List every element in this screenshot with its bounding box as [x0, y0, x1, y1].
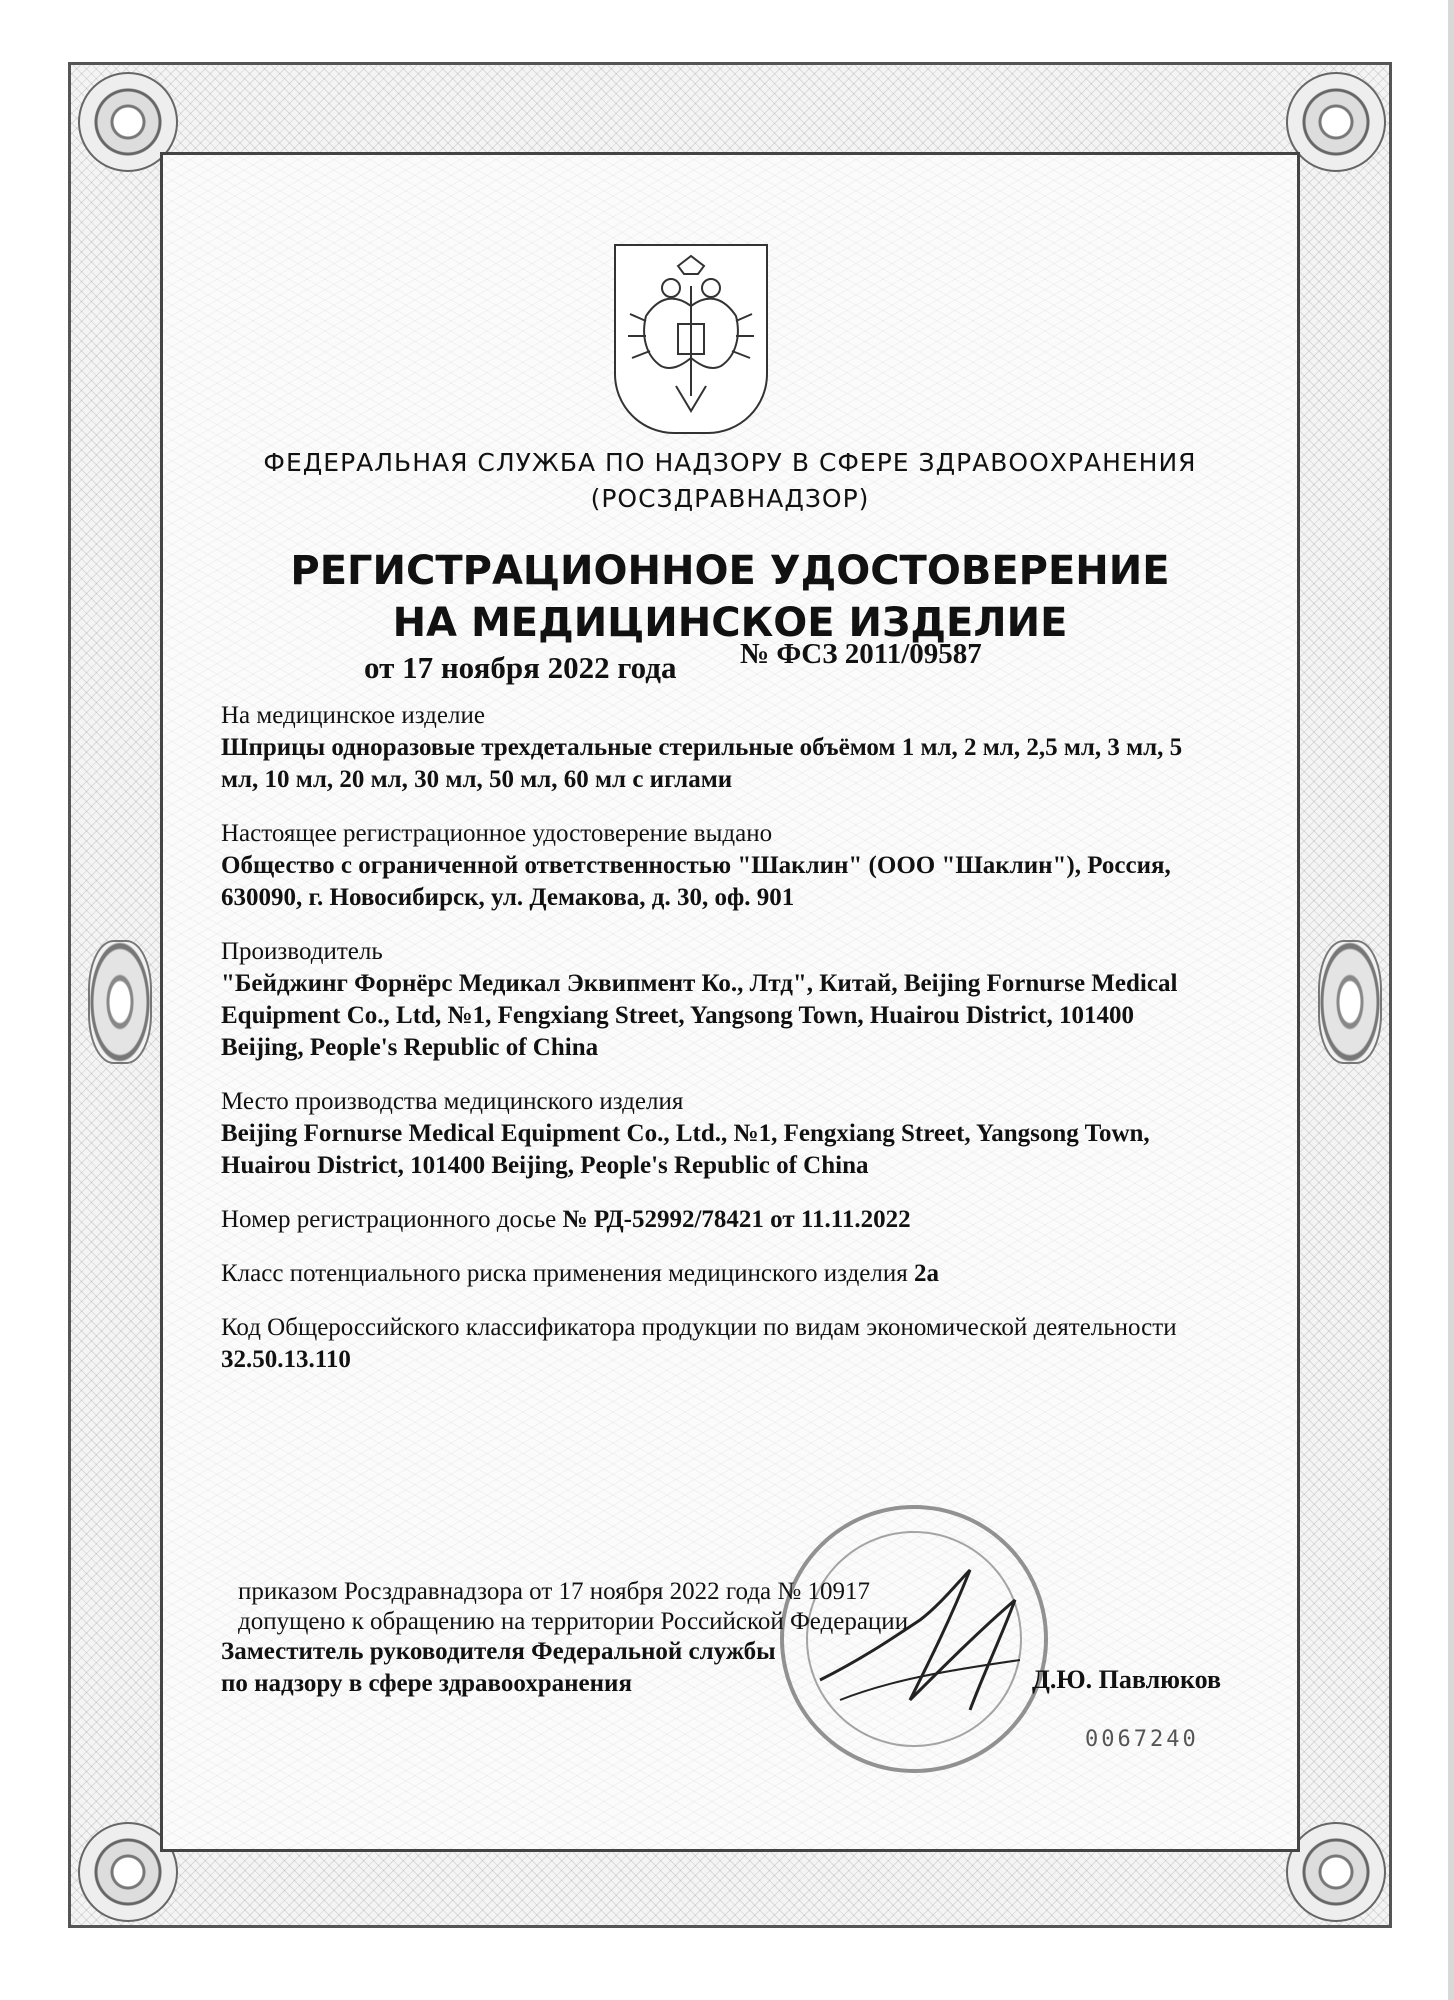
- okpd-label: Код Общероссийского классификатора продукции по видам экономической деятельности: [221, 1314, 1177, 1341]
- side-ornament-left: [88, 940, 152, 1064]
- holder-label: Настоящее регистрационное удостоверение выдано: [221, 820, 773, 847]
- corner-ornament-top-right: [1286, 72, 1386, 172]
- agency-name: ФЕДЕРАЛЬНАЯ СЛУЖБА ПО НАДЗОРУ В СФЕРЕ ЗДРАВООХРАНЕНИЯ: [263, 448, 1197, 477]
- corner-ornament-bottom-right: [1286, 1822, 1386, 1922]
- signatory-title-line-2: по надзору в сфере здравоохранения: [221, 1670, 632, 1697]
- risk-class-section: [221, 1258, 1221, 1290]
- agency-short-name: (РОСЗДРАВНАДЗОР): [590, 484, 870, 513]
- device-label: На медицинское изделие: [221, 702, 485, 729]
- production-site-section: [221, 1086, 1221, 1182]
- device-value: Шприцы одноразовые трехдетальные стерильные объёмом 1 мл, 2 мл, 2,5 мл, 3 мл, 5 мл, 10 мл, 20 мл, 30 мл, 50 мл, 60 мл с иглами: [221, 734, 1183, 793]
- dossier-value: № РД-52992/78421 от 11.11.2022: [562, 1206, 911, 1233]
- manufacturer-value: "Бейджинг Форнёрс Медикал Эквипмент Ко., Лтд", Китай, Beijing Fornurse Medical Equipment Co., Ltd, №1, Fengxiang Street, Yangsong Town, Huairou District, 101400 Beijing, People's Republic of China: [221, 970, 1178, 1061]
- production-site-label: Место производства медицинского изделия: [221, 1088, 684, 1115]
- agency-header: [180, 445, 1280, 517]
- document-title: [180, 545, 1280, 649]
- issue-date: от 17 ноября 2022 года: [364, 650, 677, 685]
- title-line-2: НА МЕДИЦИНСКОЕ ИЗДЕЛИЕ: [392, 600, 1068, 646]
- holder-value: Общество с ограниченной ответственностью "Шаклин" (ООО "Шаклин"), Россия, 630090, г. Новосибирск, ул. Демакова, д. 30, оф. 901: [221, 852, 1171, 911]
- signer-name: Д.Ю. Павлюков: [1032, 1665, 1222, 1694]
- risk-class-value: 2а: [914, 1260, 939, 1287]
- dossier-label: Номер регистрационного досье: [221, 1206, 557, 1233]
- coat-of-arms-emblem: [614, 244, 768, 434]
- production-site-value: Beijing Fornurse Medical Equipment Co., Ltd., №1, Fengxiang Street, Yangsong Town, Huairou District, 101400 Beijing, People's Republic of China: [221, 1120, 1150, 1179]
- order-line-2: допущено к обращению на территории Российской Федерации: [238, 1608, 909, 1635]
- risk-class-label: Класс потенциального риска применения медицинского изделия: [221, 1260, 908, 1287]
- manufacturer-section: [221, 936, 1221, 1064]
- signatory-title-line-1: Заместитель руководителя Федеральной службы: [221, 1638, 776, 1665]
- title-line-1: РЕГИСТРАЦИОННОЕ УДОСТОВЕРЕНИЕ: [290, 548, 1170, 594]
- dossier-section: [221, 1204, 1221, 1236]
- device-section: [221, 700, 1221, 796]
- signatory-title: [221, 1636, 776, 1700]
- certificate-number: № ФСЗ 2011/09587: [740, 638, 982, 670]
- handwritten-signature: [800, 1560, 1040, 1730]
- holder-section: [221, 818, 1221, 914]
- manufacturer-label: Производитель: [221, 938, 383, 965]
- form-serial-number: 0067240: [1085, 1727, 1199, 1752]
- order-line-1: приказом Росздравнадзора от 17 ноября 2022 года № 10917: [238, 1578, 870, 1605]
- side-ornament-right: [1318, 940, 1382, 1064]
- certificate-body: [221, 700, 1221, 1398]
- double-headed-eagle-icon: [616, 246, 766, 432]
- okpd-section: [221, 1312, 1221, 1376]
- okpd-value: 32.50.13.110: [221, 1346, 351, 1373]
